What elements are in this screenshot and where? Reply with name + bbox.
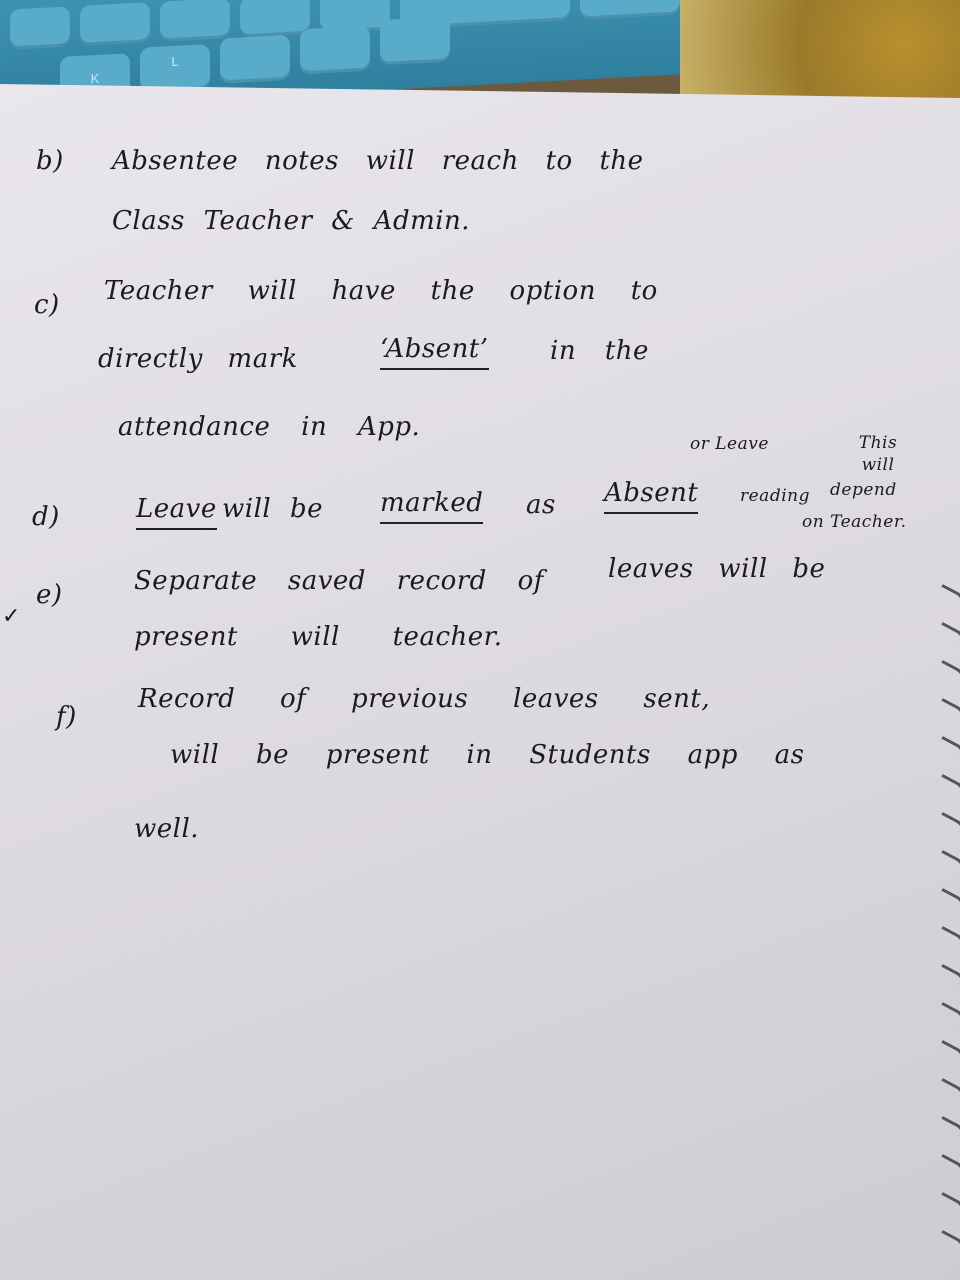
keyboard-key bbox=[10, 6, 70, 49]
check-mark-icon: ✓ bbox=[2, 604, 21, 629]
keyboard-key-k: K bbox=[60, 53, 130, 102]
note-b-line-1: Absentee notes will reach to the bbox=[112, 146, 644, 176]
note-f-marker: f) bbox=[56, 702, 77, 732]
note-d-or-leave: or Leave bbox=[690, 434, 769, 454]
note-d-as: as bbox=[526, 490, 556, 520]
note-d-this-will: This will bbox=[858, 433, 898, 475]
note-d-depend: depend bbox=[830, 480, 897, 500]
keyboard-key bbox=[380, 16, 450, 65]
note-d-on-teacher: on Teacher. bbox=[802, 512, 907, 532]
note-f-line-2: will be present in Students app as bbox=[170, 740, 805, 770]
note-c-line-1: Teacher will have the option to bbox=[104, 276, 658, 306]
note-e-line-2: present will teacher. bbox=[134, 622, 503, 652]
keyboard-key bbox=[240, 0, 310, 37]
keyboard-key bbox=[80, 2, 150, 46]
note-e-line-1-post: leaves will be bbox=[608, 554, 826, 584]
keyboard-key bbox=[160, 0, 230, 42]
note-d-leave: Leave bbox=[136, 494, 217, 530]
note-c-line-2-pre: directly mark bbox=[98, 344, 298, 374]
notebook-page bbox=[0, 84, 960, 1280]
keyboard-key-l: L bbox=[140, 44, 210, 93]
note-e-line-1-pre: Separate saved record of bbox=[134, 566, 544, 596]
note-c-line-2-post: in the bbox=[550, 336, 649, 366]
note-e-marker: e) bbox=[36, 580, 63, 610]
note-d-marker: d) bbox=[32, 502, 60, 532]
note-d-will-be: will be bbox=[222, 494, 323, 524]
note-b-marker: b) bbox=[36, 146, 64, 176]
keyboard-key bbox=[580, 0, 680, 20]
tablecloth-pattern bbox=[680, 0, 960, 110]
note-d-reading: reading bbox=[740, 486, 810, 506]
note-b-line-2: Class Teacher & Admin. bbox=[112, 206, 471, 236]
keyboard-key bbox=[220, 35, 290, 84]
note-f-line-3: well. bbox=[134, 814, 200, 844]
keyboard-key bbox=[300, 26, 370, 75]
note-d-absent: Absent bbox=[604, 478, 698, 514]
note-c-marker: c) bbox=[34, 290, 60, 320]
note-f-line-1: Record of previous leaves sent, bbox=[138, 684, 711, 714]
note-d-marked: marked bbox=[380, 488, 483, 524]
note-c-absent: ‘Absent’ bbox=[380, 334, 489, 370]
note-c-line-3: attendance in App. bbox=[118, 412, 421, 442]
